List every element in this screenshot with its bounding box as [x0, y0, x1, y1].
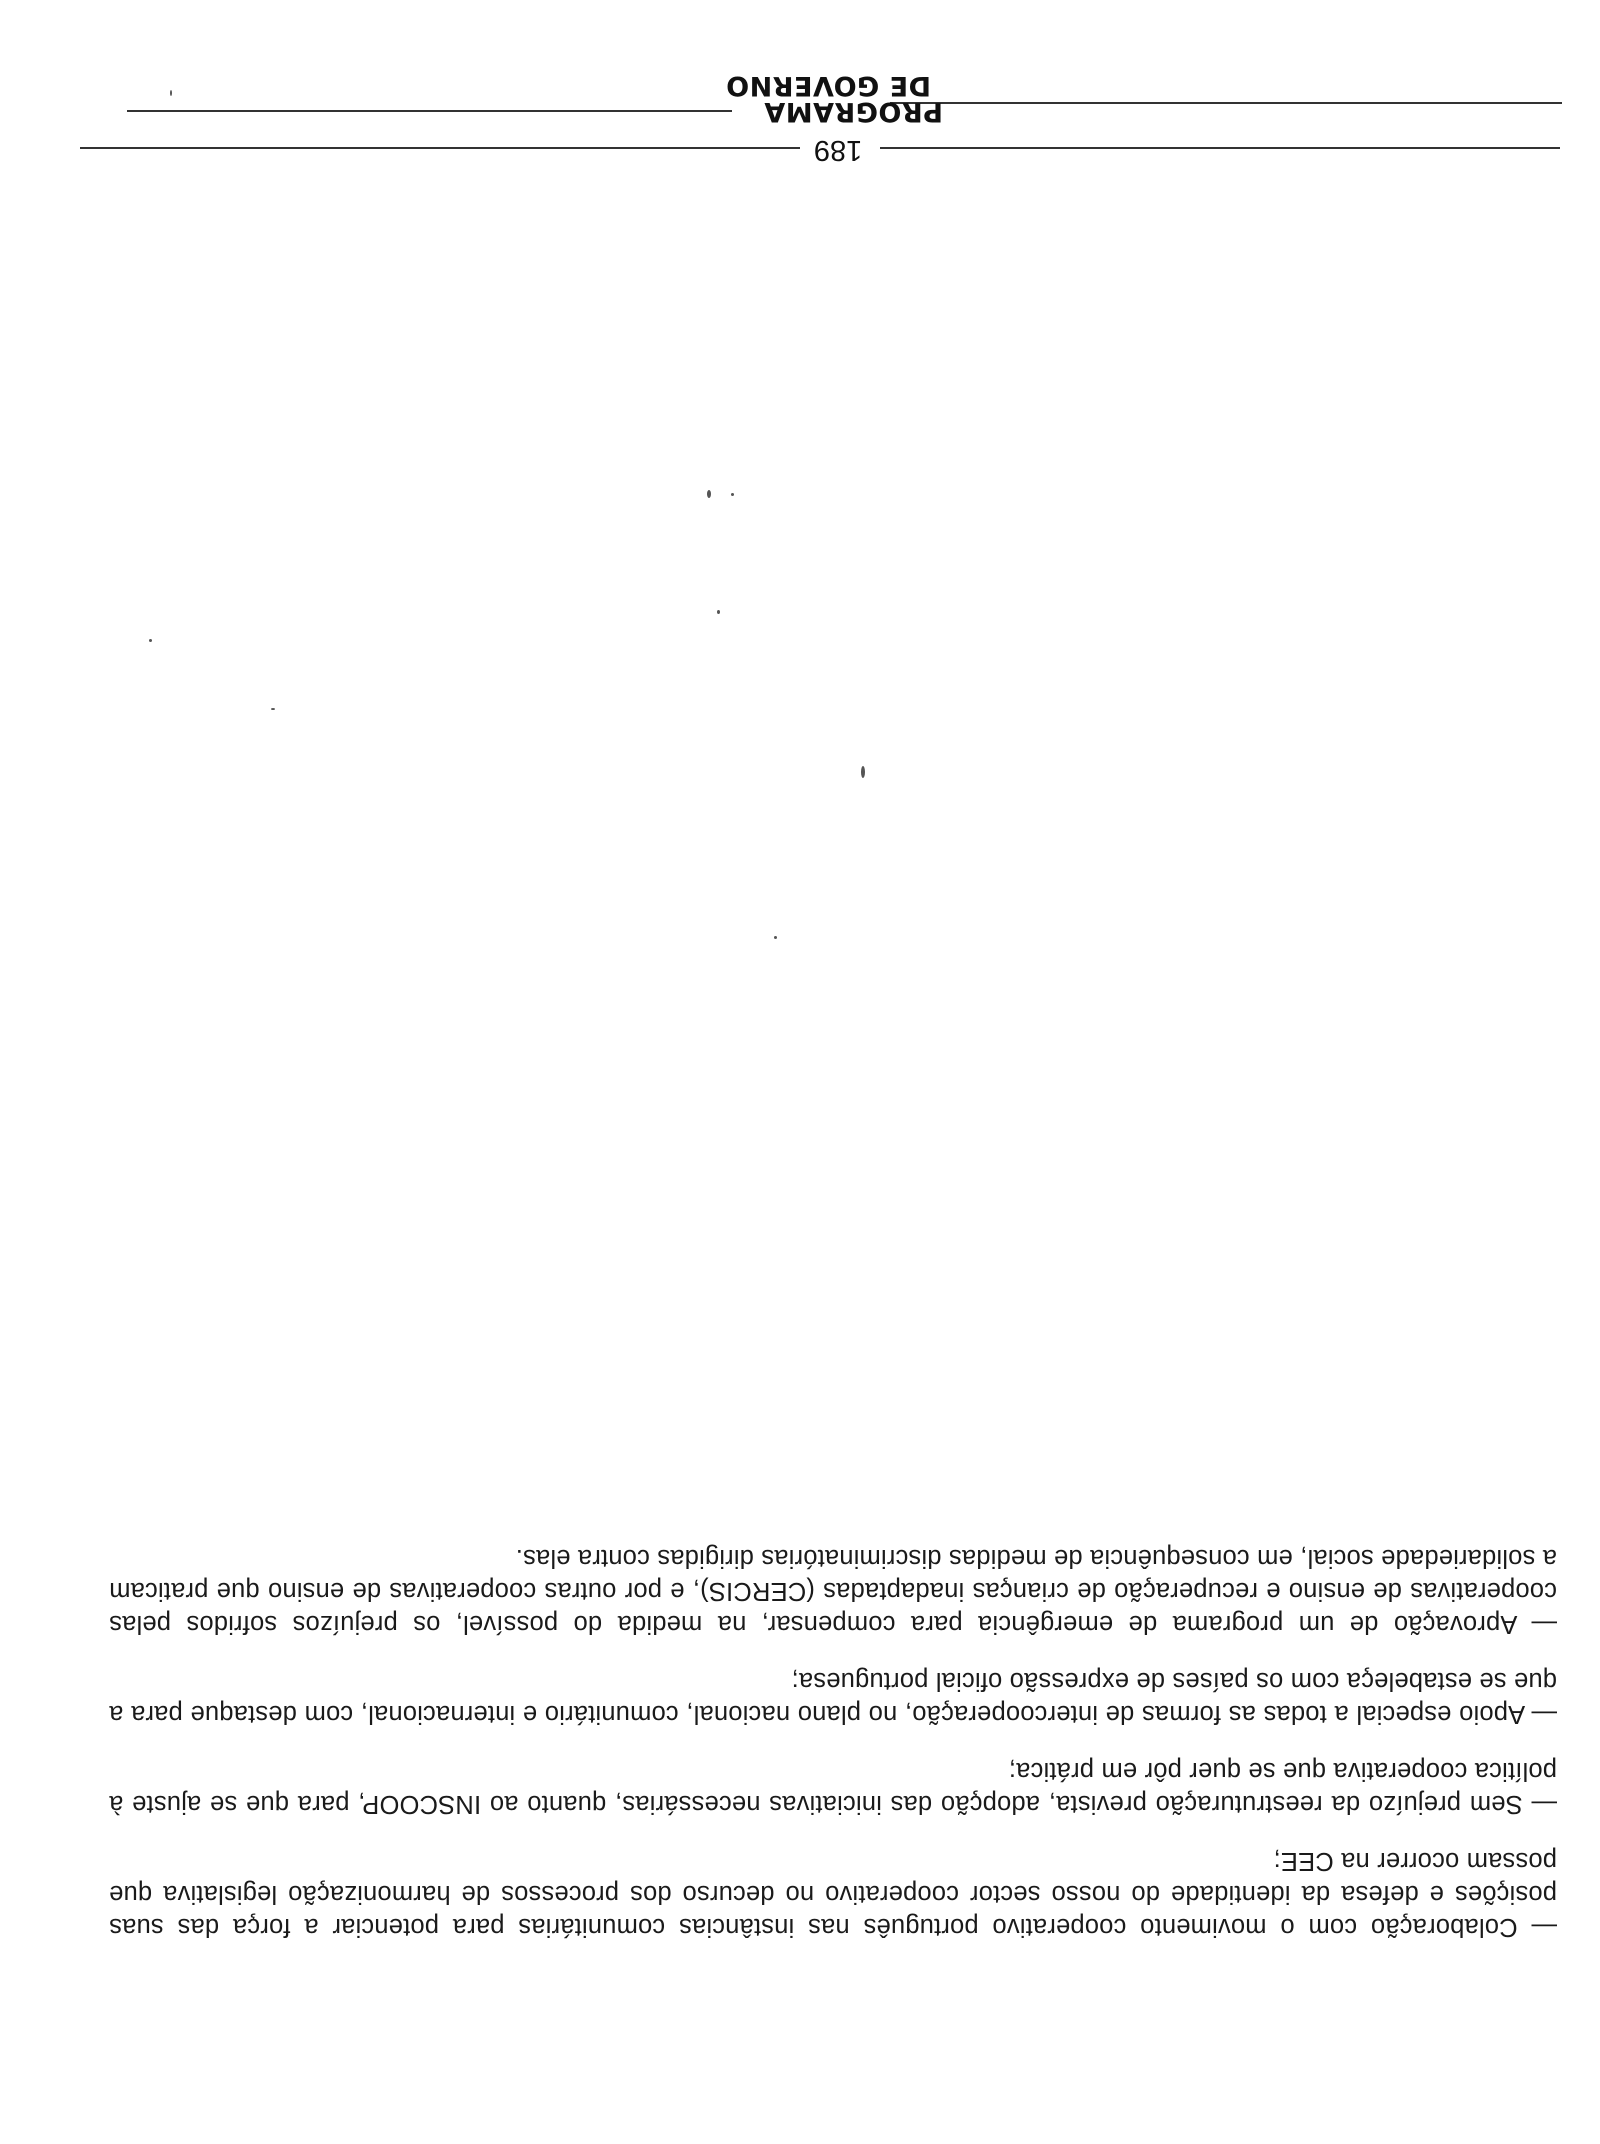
scan-speck: [861, 766, 865, 778]
scan-speck: [271, 708, 275, 710]
scan-speck: [149, 639, 152, 642]
footer-rule-left: [880, 147, 1560, 149]
paragraph-cooperation: — Colaboração com o movimento cooperativo português nas instâncias comunitárias para potenciar a força das suas posições e defesa da identidade do nosso sector cooperativo no decurso dos processos de harmonização legislativa que possam ocorrer na CEE;: [109, 1847, 1557, 1941]
section-title-line1: PROGRAMA: [763, 96, 943, 127]
scan-speck: [774, 936, 777, 939]
paragraph-intercooperation: — Apoio especial a todas as formas de intercooperação, no plano nacional, comunitário e internacional, com destaque para a que se estabeleça com os países de expressão oficial portuguesa;: [109, 1667, 1557, 1728]
body-text: [109, 1517, 1557, 1943]
paragraph-emergency-program: — Aprovação de um programa de emergência para compensar, na medida do possível, os prejuízos sofridos pelas cooperativas de ensino e recuperação de crianças inadaptadas (CERCIS), e por outras cooperativas de ensino que praticam a solidariedade social, em consequência de medidas discriminatórias dirigidas contra elas.: [109, 1544, 1557, 1638]
scan-speck: [707, 490, 711, 498]
footer-rule-right: [80, 147, 800, 149]
page-footer: [0, 104, 1600, 166]
scan-speck: [170, 90, 172, 96]
section-title-line2: DE GOVERNO: [725, 70, 931, 101]
scan-speck: [731, 493, 734, 496]
scan-speck: [717, 610, 720, 614]
paragraph-inscoop: — Sem prejuízo da reestruturação prevista, adopção das iniciativas necessárias, quanto ao INSCOOP, para que se ajuste à política cooperativa que se quer pôr em prática;: [109, 1757, 1557, 1818]
page-number: 189: [813, 134, 863, 166]
